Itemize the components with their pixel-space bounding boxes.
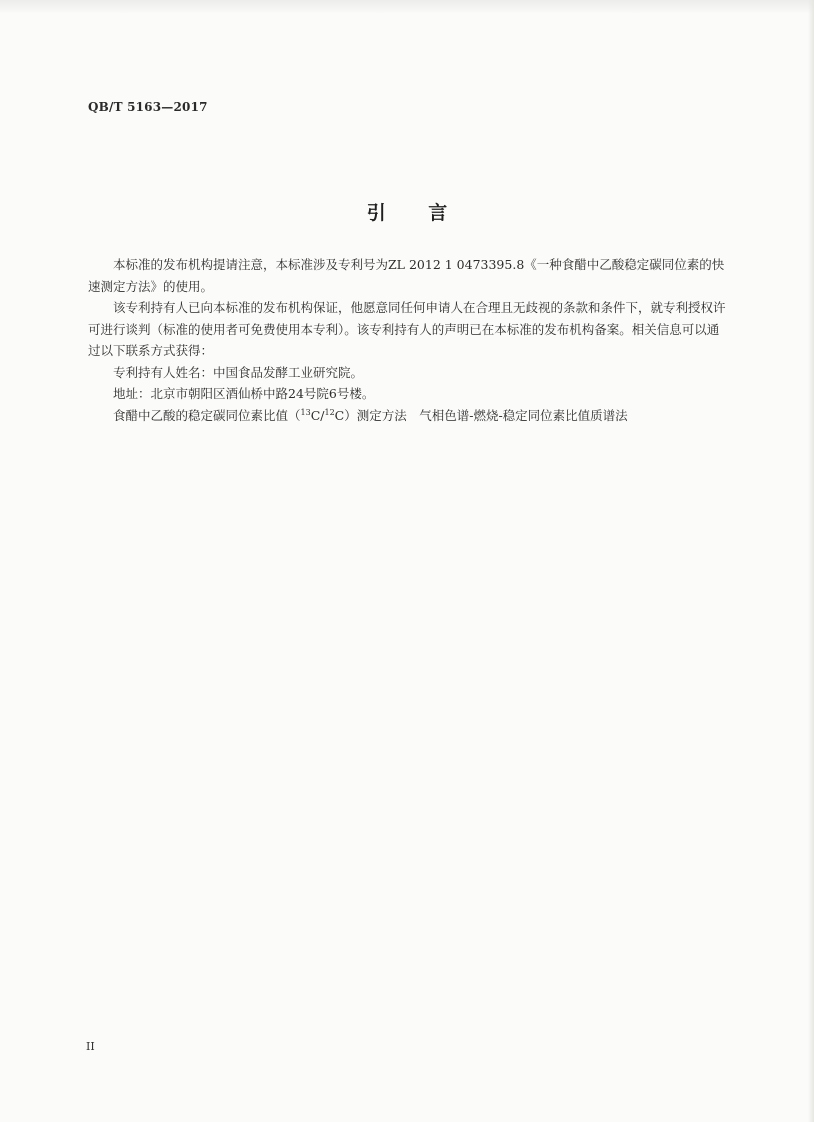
method-title-after: C）测定方法 气相色谱-燃烧-稳定同位素比值质谱法 [334,407,628,423]
method-title-c1: C/ [310,407,325,423]
method-title-before: 食醋中乙酸的稳定碳同位素比值（ [113,407,301,423]
paragraph-holder-name: 专利持有人姓名：中国食品发酵工业研究院。 [113,364,364,380]
paragraph-address: 地址：北京市朝阳区酒仙桥中路24号院6号楼。 [113,386,375,401]
superscript-13: 13 [300,407,311,417]
paragraph-patent-notice: 本标准的发布机构提请注意，本标准涉及专利号为ZL 2012 1 0473395.8《一种食醋中乙酸稳定碳同位素的快速测定方法》的使用。 [88,257,725,294]
scan-edge-right [808,0,814,1122]
page-number: II [86,1040,95,1053]
scan-edge-top [0,0,814,14]
body-text [88,254,728,426]
section-title: 引 言 [366,202,466,224]
document-code: QB/T 5163—2017 [88,100,208,114]
paragraph-patent-holder-statement: 该专利持有人已向本标准的发布机构保证，他愿意同任何申请人在合理且无歧视的条款和条件下，就专利授权许可进行谈判（标准的使用者可免费使用本专利）。该专利持有人的声明已在本标准的发布机构备案。相关信息可以通过以下联系方式获得： [88,300,726,358]
paragraph-method-title [88,405,728,427]
superscript-12: 12 [324,407,335,417]
